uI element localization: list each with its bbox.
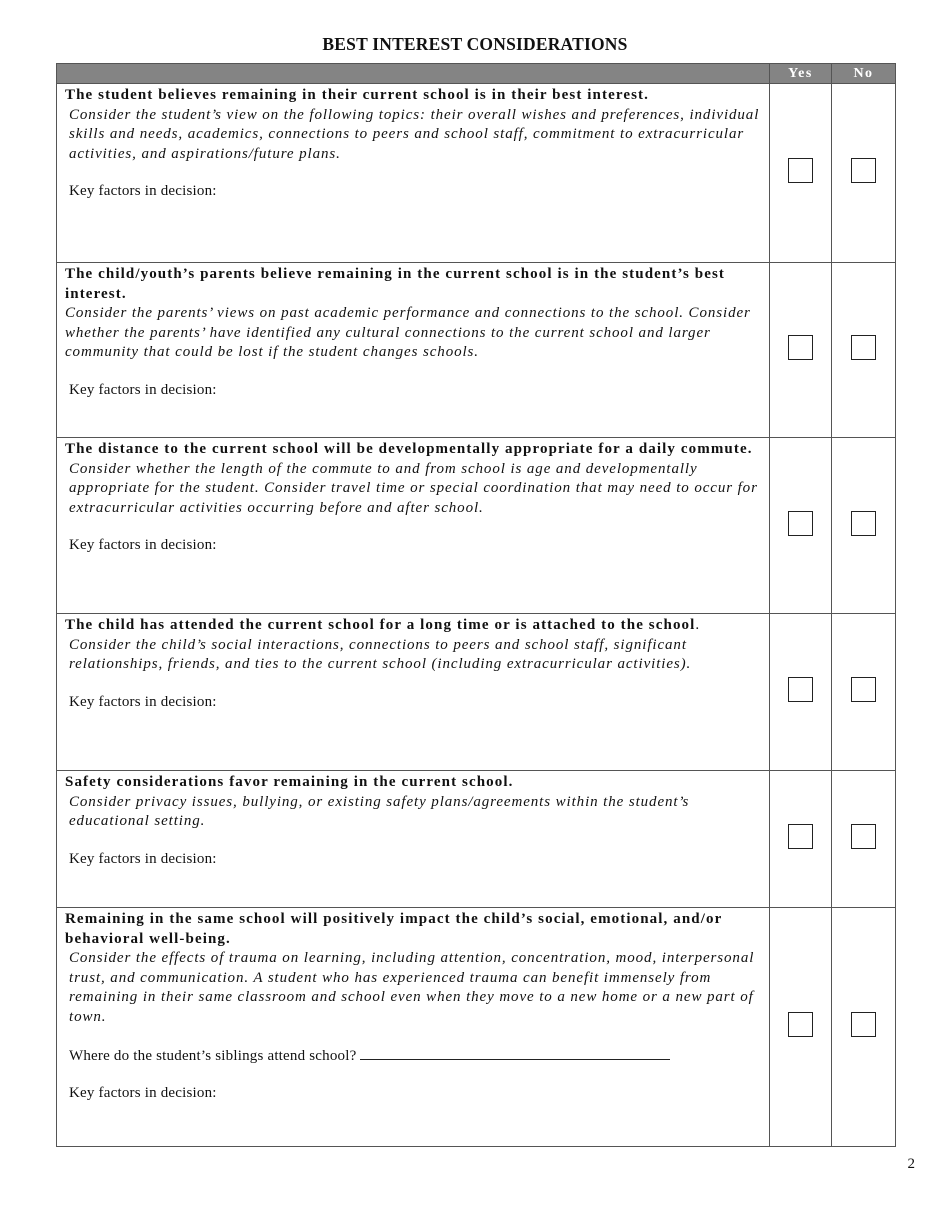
criterion-hint: Consider privacy issues, bullying, or existing safety plans/agreements within the student’s educational setting. [69, 793, 690, 829]
criterion-title-suffix: . [695, 617, 701, 633]
criterion-row-student-view [57, 84, 896, 263]
criterion-title: The distance to the current school will be developmentally appropriate for a daily commute. [65, 441, 753, 457]
no-cell [832, 908, 896, 1147]
no-cell [832, 614, 896, 771]
yes-cell [770, 614, 832, 771]
criterion-cell [57, 908, 770, 1147]
no-checkbox[interactable] [851, 1012, 876, 1037]
criterion-hint: Consider the child’s social interactions, connections to peers and school staff, significant relationships, friends, and ties to the current school (including extracurricular activities). [69, 636, 692, 672]
criterion-title: Safety considerations favor remaining in the current school. [65, 774, 514, 790]
criterion-title: Remaining in the same school will positively impact the child’s social, emotional, and/or behavioral well-being. [65, 911, 723, 947]
criterion-cell [57, 771, 770, 908]
key-factors-label: Key factors in decision: [69, 381, 217, 398]
best-interest-table [56, 63, 896, 1147]
header-no: No [832, 64, 896, 84]
criterion-row-parents-view [57, 263, 896, 438]
no-checkbox[interactable] [851, 824, 876, 849]
yes-cell [770, 771, 832, 908]
criterion-row-attachment [57, 614, 896, 771]
criterion-title-text: The child has attended the current school for a long time or is attached to the school [65, 617, 696, 633]
no-cell [832, 771, 896, 908]
yes-checkbox[interactable] [788, 824, 813, 849]
no-checkbox[interactable] [851, 677, 876, 702]
yes-checkbox[interactable] [788, 511, 813, 536]
no-cell [832, 263, 896, 438]
siblings-answer-line[interactable] [360, 1045, 670, 1060]
yes-cell [770, 438, 832, 614]
key-factors-label: Key factors in decision: [69, 1085, 217, 1101]
key-factors-label: Key factors in decision: [69, 693, 217, 710]
no-checkbox[interactable] [851, 335, 876, 360]
key-factors-label: Key factors in decision: [69, 537, 217, 553]
criterion-title: The student believes remaining in their current school is in their best interest. [65, 87, 649, 103]
criterion-hint: Consider the student’s view on the following topics: their overall wishes and preferences, individual skills and needs, academics, connections to peers and school staff, commitment to extracurricular activities, and aspirations/future plans. [69, 106, 760, 162]
criterion-cell [57, 438, 770, 614]
criterion-cell [57, 263, 770, 438]
no-checkbox[interactable] [851, 158, 876, 183]
criterion-hint: Consider the parents’ views on past academic performance and connections to the school. Consider whether the parents’ have identified any cultural connections to the current school and larger community that could be lost if the student changes schools. [65, 305, 751, 360]
siblings-question-label: Where do the student’s siblings attend school? [69, 1048, 357, 1064]
criterion-cell [57, 84, 770, 263]
criterion-cell [57, 614, 770, 771]
criterion-hint: Consider whether the length of the commute to and from school is age and developmentally appropriate for the student. Consider travel time or special coordination that may need to occur for extracurricular activities occurring before and after school. [69, 460, 758, 516]
page-title: BEST INTEREST CONSIDERATIONS [322, 34, 628, 54]
header-blank [57, 64, 770, 84]
yes-cell [770, 908, 832, 1147]
siblings-question [69, 1045, 761, 1066]
table-header-row [57, 64, 896, 84]
page-number: 2 [907, 1156, 915, 1172]
criterion-row-wellbeing [57, 908, 896, 1147]
criterion-title [65, 616, 761, 636]
yes-checkbox[interactable] [788, 335, 813, 360]
no-cell [832, 84, 896, 263]
yes-checkbox[interactable] [788, 677, 813, 702]
criterion-row-commute [57, 438, 896, 614]
criterion-row-safety [57, 771, 896, 908]
no-cell [832, 438, 896, 614]
criterion-hint: Consider the effects of trauma on learning, including attention, concentration, mood, interpersonal trust, and communication. A student who has experienced trauma can benefit immensely from remaining in their same classroom and school even when they move to a new home or a new part of town. [69, 950, 755, 1025]
criterion-title: The child/youth’s parents believe remaining in the current school is in the student’s best interest. [65, 266, 726, 302]
no-checkbox[interactable] [851, 511, 876, 536]
header-yes: Yes [770, 64, 832, 84]
yes-checkbox[interactable] [788, 1012, 813, 1037]
yes-cell [770, 263, 832, 438]
key-factors-label: Key factors in decision: [69, 183, 217, 199]
yes-cell [770, 84, 832, 263]
key-factors-label: Key factors in decision: [69, 850, 217, 867]
yes-checkbox[interactable] [788, 158, 813, 183]
